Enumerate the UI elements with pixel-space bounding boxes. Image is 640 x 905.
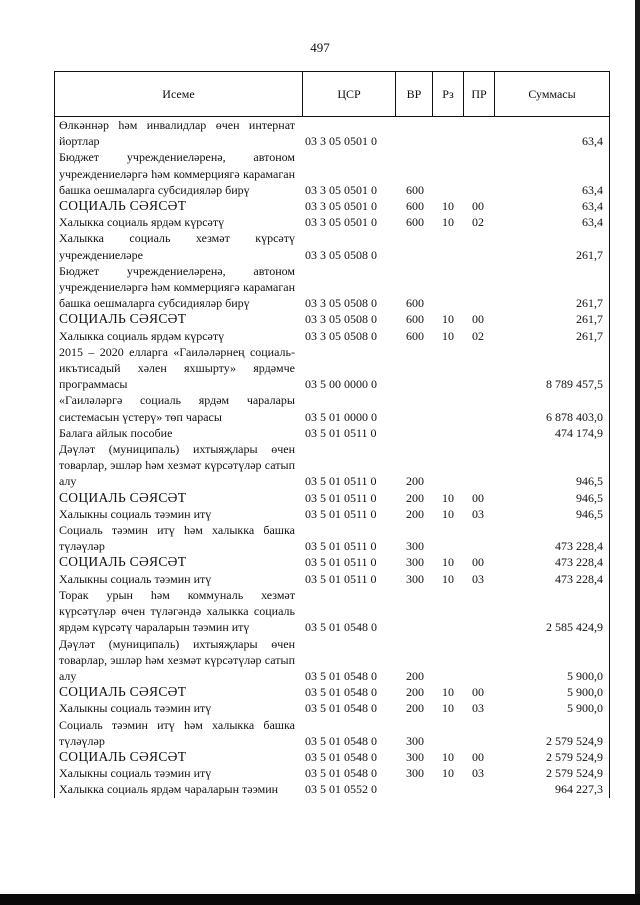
row-sum: 261,7 xyxy=(576,328,603,343)
table-row xyxy=(55,522,609,554)
header-csr: ЦСР xyxy=(303,72,396,116)
row-sum: 5 900,0 xyxy=(567,668,603,683)
table-header xyxy=(54,71,610,117)
row-csr: 03 5 01 0548 0 xyxy=(305,668,377,683)
row-vr: 600 xyxy=(406,296,424,311)
table-row xyxy=(55,636,609,685)
row-vr: 300 xyxy=(406,766,424,781)
header-vr: ВР xyxy=(396,72,433,116)
table-row xyxy=(55,117,609,149)
row-pr: 02 xyxy=(472,215,484,230)
row-sum: 946,5 xyxy=(576,474,603,489)
row-rz: 10 xyxy=(442,490,454,505)
scan-edge-right xyxy=(635,0,640,905)
row-name: Социаль тәэмин итү һәм халыкка башка түләүләр xyxy=(59,523,295,554)
row-name: Социаль тәэмин итү һәм халыкка башка түләүләр xyxy=(59,717,295,748)
row-sum: 6 878 403,0 xyxy=(546,409,603,424)
header-rz: Рз xyxy=(433,72,464,116)
row-csr: 03 3 05 0508 0 xyxy=(305,328,377,343)
row-sum: 2 579 524,9 xyxy=(546,733,603,748)
table-row xyxy=(55,328,609,344)
row-csr: 03 5 01 0511 0 xyxy=(305,474,377,489)
row-vr: 200 xyxy=(406,506,424,521)
table-row xyxy=(55,587,609,636)
row-name: Дәүләт (муниципаль) ихтыяҗлары өчен товарлар, эшләр һәм хезмәт күрсәтүләр сатып алу xyxy=(59,442,295,489)
row-name: Халыкны социаль тәэмин итү xyxy=(59,766,212,781)
row-name: СОЦИАЛЬ СӘЯСӘТ xyxy=(59,198,187,214)
row-vr: 200 xyxy=(406,701,424,716)
row-sum: 474 174,9 xyxy=(555,425,603,440)
table-row xyxy=(55,311,609,327)
table-row xyxy=(55,717,609,749)
row-sum: 8 789 457,5 xyxy=(546,377,603,392)
row-sum: 946,5 xyxy=(576,490,603,505)
row-csr: 03 5 01 0511 0 xyxy=(305,506,377,521)
row-pr: 03 xyxy=(472,701,484,716)
row-csr: 03 3 05 0501 0 xyxy=(305,182,377,197)
table-row xyxy=(55,425,609,441)
row-csr: 03 5 01 0000 0 xyxy=(305,409,377,424)
row-pr: 00 xyxy=(472,555,484,570)
row-name: СОЦИАЛЬ СӘЯСӘТ xyxy=(59,311,187,327)
table-row xyxy=(55,700,609,716)
table-body xyxy=(54,117,610,798)
row-rz: 10 xyxy=(442,766,454,781)
row-pr: 03 xyxy=(472,571,484,586)
row-rz: 10 xyxy=(442,199,454,214)
scan-edge-bottom xyxy=(0,894,640,905)
row-sum: 946,5 xyxy=(576,506,603,521)
table-row xyxy=(55,198,609,214)
row-name: Бюджет учреждениеләренә, автоном учреждениеләргә һәм коммерциягә карамаган башка оешмаларга субсидияләр бирү xyxy=(59,150,295,197)
row-name: СОЦИАЛЬ СӘЯСӘТ xyxy=(59,684,187,700)
row-sum: 63,4 xyxy=(582,182,603,197)
row-name: СОЦИАЛЬ СӘЯСӘТ xyxy=(59,748,187,764)
row-name: Халыкка социаль ярдәм чараларын тәэмин xyxy=(59,782,279,797)
budget-table xyxy=(54,71,610,798)
table-row xyxy=(55,344,609,393)
row-name: Бюджет учреждениеләренә, автоном учреждениеләргә һәм коммерциягә карамаган башка оешмаларга субсидияләр бирү xyxy=(59,263,295,311)
row-rz: 10 xyxy=(442,685,454,700)
table-row xyxy=(55,230,609,262)
row-csr: 03 3 05 0508 0 xyxy=(305,247,377,262)
table-row xyxy=(55,214,609,230)
row-sum: 473 228,4 xyxy=(555,571,603,586)
table-row xyxy=(55,490,609,506)
row-sum: 5 900,0 xyxy=(567,685,603,700)
row-sum: 261,7 xyxy=(576,247,603,262)
row-pr: 00 xyxy=(472,685,484,700)
row-csr: 03 5 01 0511 0 xyxy=(305,490,377,505)
row-csr: 03 3 05 0501 0 xyxy=(305,199,377,214)
row-name: Өлкәннәр һәм инвалидлар өчен интернат йортлар xyxy=(59,118,295,149)
table-row xyxy=(55,684,609,700)
row-name: СОЦИАЛЬ СӘЯСӘТ xyxy=(59,554,187,570)
row-csr: 03 5 01 0548 0 xyxy=(305,620,377,635)
row-vr: 600 xyxy=(406,312,424,327)
row-pr: 03 xyxy=(472,506,484,521)
table-row xyxy=(55,765,609,781)
row-csr: 03 3 05 0501 0 xyxy=(305,215,377,230)
row-pr: 00 xyxy=(472,749,484,764)
table-row xyxy=(55,571,609,587)
table-row xyxy=(55,749,609,765)
row-sum: 63,4 xyxy=(582,199,603,214)
row-vr: 300 xyxy=(406,539,424,554)
row-pr: 00 xyxy=(472,490,484,505)
row-vr: 300 xyxy=(406,749,424,764)
row-sum: 5 900,0 xyxy=(567,701,603,716)
row-sum: 261,7 xyxy=(576,312,603,327)
table-row xyxy=(55,441,609,490)
row-csr: 03 5 01 0511 0 xyxy=(305,425,377,440)
row-csr: 03 5 01 0552 0 xyxy=(305,782,377,797)
row-sum: 63,4 xyxy=(582,134,603,149)
row-pr: 02 xyxy=(472,328,484,343)
row-vr: 200 xyxy=(406,668,424,683)
header-pr: ПР xyxy=(464,72,495,116)
row-rz: 10 xyxy=(442,328,454,343)
row-name: Торак урын һәм коммуналь хезмәт күрсәтүләр өчен түләгәндә халыкка социаль ярдәм күрсәтү чараларын тәэмин итү xyxy=(59,587,295,635)
row-rz: 10 xyxy=(442,701,454,716)
row-name: 2015 – 2020 елларга «Гаиләләрнең социаль-икътисадый хәлен яхшырту» ярдәмче программасы xyxy=(59,344,295,392)
row-rz: 10 xyxy=(442,571,454,586)
table-row xyxy=(55,781,609,797)
table-row xyxy=(55,392,609,424)
row-csr: 03 5 01 0548 0 xyxy=(305,766,377,781)
row-vr: 300 xyxy=(406,733,424,748)
row-sum: 261,7 xyxy=(576,296,603,311)
row-sum: 473 228,4 xyxy=(555,555,603,570)
row-csr: 03 5 00 0000 0 xyxy=(305,377,377,392)
row-name: Дәүләт (муниципаль) ихтыяҗлары өчен товарлар, эшләр һәм хезмәт күрсәтүләр сатып алу xyxy=(59,636,295,683)
row-name: Халыкка социаль ярдәм күрсәтү xyxy=(59,215,225,230)
row-vr: 300 xyxy=(406,571,424,586)
row-pr: 00 xyxy=(472,312,484,327)
row-csr: 03 3 05 0508 0 xyxy=(305,296,377,311)
row-rz: 10 xyxy=(442,555,454,570)
row-pr: 00 xyxy=(472,199,484,214)
row-sum: 964 227,3 xyxy=(555,782,603,797)
table-row xyxy=(55,506,609,522)
row-vr: 200 xyxy=(406,490,424,505)
row-sum: 473 228,4 xyxy=(555,539,603,554)
row-name: Халыкны социаль тәэмин итү xyxy=(59,571,212,586)
table-row xyxy=(55,554,609,570)
row-vr: 300 xyxy=(406,555,424,570)
row-sum: 2 579 524,9 xyxy=(546,766,603,781)
table-row xyxy=(55,263,609,312)
row-sum: 2 579 524,9 xyxy=(546,749,603,764)
row-rz: 10 xyxy=(442,749,454,764)
row-name: Халыкка социаль ярдәм күрсәтү xyxy=(59,328,225,343)
row-name: Балага айлык пособие xyxy=(59,425,173,440)
row-csr: 03 5 01 0548 0 xyxy=(305,749,377,764)
row-pr: 03 xyxy=(472,766,484,781)
row-name: Халыкны социаль тәэмин итү xyxy=(59,701,212,716)
table-row xyxy=(55,149,609,198)
row-csr: 03 3 05 0501 0 xyxy=(305,134,377,149)
row-vr: 600 xyxy=(406,215,424,230)
row-vr: 200 xyxy=(406,474,424,489)
row-csr: 03 5 01 0548 0 xyxy=(305,685,377,700)
header-name: Исеме xyxy=(55,72,303,116)
row-vr: 600 xyxy=(406,182,424,197)
row-name: СОЦИАЛЬ СӘЯСӘТ xyxy=(59,489,187,505)
row-vr: 600 xyxy=(406,328,424,343)
row-csr: 03 5 01 0511 0 xyxy=(305,571,377,586)
row-csr: 03 5 01 0548 0 xyxy=(305,701,377,716)
row-name: Халыкны социаль тәэмин итү xyxy=(59,506,212,521)
row-rz: 10 xyxy=(442,215,454,230)
row-csr: 03 5 01 0511 0 xyxy=(305,539,377,554)
row-csr: 03 3 05 0508 0 xyxy=(305,312,377,327)
page-number: 497 xyxy=(310,40,330,55)
row-csr: 03 5 01 0548 0 xyxy=(305,733,377,748)
row-name: «Гаиләләргә социаль ярдәм чаралары системасын үстерү» төп чарасы xyxy=(59,393,295,424)
header-sum: Суммасы xyxy=(528,86,576,101)
row-rz: 10 xyxy=(442,312,454,327)
row-vr: 600 xyxy=(406,199,424,214)
row-sum: 63,4 xyxy=(582,215,603,230)
row-csr: 03 5 01 0511 0 xyxy=(305,555,377,570)
row-sum: 2 585 424,9 xyxy=(546,620,603,635)
row-name: Халыкка социаль хезмәт күрсәтү учреждениеләре xyxy=(59,231,295,262)
row-vr: 200 xyxy=(406,685,424,700)
row-rz: 10 xyxy=(442,506,454,521)
